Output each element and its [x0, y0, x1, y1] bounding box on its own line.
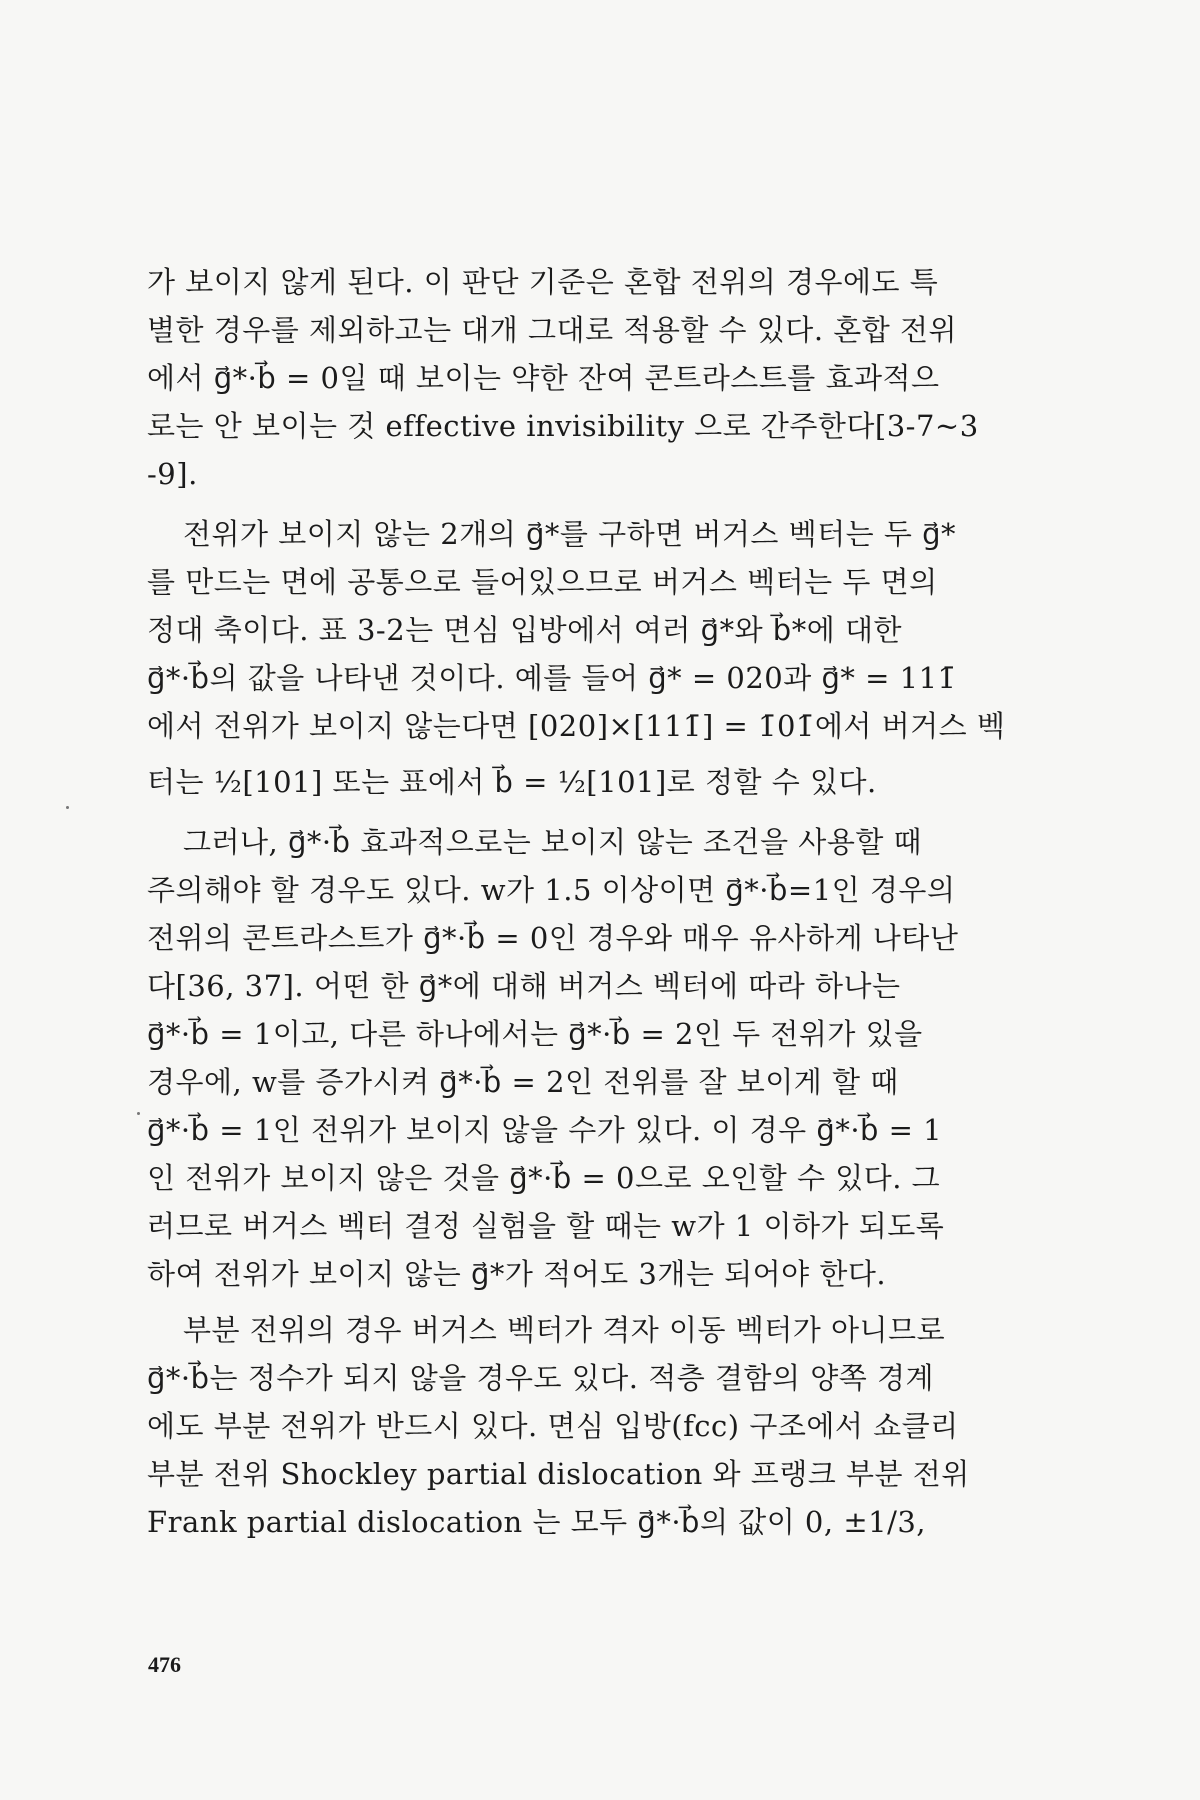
paragraph-start: 전위가 보이지 않는 2개의 g⃗*를 구하면 버거스 벡터는 두 g⃗*: [183, 517, 957, 551]
text-line: 별한 경우를 제외하고는 대개 그대로 적용할 수 있다. 혼합 전위: [147, 313, 958, 347]
paragraph-start: 그러나, g⃗*·b⃗ 효과적으로는 보이지 않는 조건을 사용할 때: [183, 825, 923, 859]
text-line: 인 전위가 보이지 않은 것을 g⃗*·b⃗ = 0으로 오인할 수 있다. 그: [147, 1161, 941, 1195]
text-line: 부분 전위 Shockley partial dislocation 와 프랭크 부분 전위: [147, 1457, 970, 1491]
scan-speck: [137, 1112, 140, 1115]
text-line: g⃗*·b⃗ = 1인 전위가 보이지 않을 수가 있다. 이 경우 g⃗*·b⃗ = 1: [147, 1113, 943, 1147]
text-line: 전위의 콘트라스트가 g⃗*·b⃗ = 0인 경우와 매우 유사하게 나타난: [147, 921, 959, 955]
text-line: 터는 ½[101] 또는 표에서 b⃗ = ½[101]로 정할 수 있다.: [147, 765, 877, 799]
text-line: g⃗*·b⃗는 정수가 되지 않을 경우도 있다. 적층 결함의 양쪽 경계: [147, 1361, 935, 1395]
text-line: g⃗*·b⃗의 값을 나타낸 것이다. 예를 들어 g⃗* = 020과 g⃗* = 111̄: [147, 661, 957, 695]
text-line: 러므로 버거스 벡터 결정 실험을 할 때는 w가 1 이하가 되도록: [147, 1209, 945, 1243]
text-line: 에서 g⃗*·b⃗ = 0일 때 보이는 약한 잔여 콘트라스트를 효과적으: [147, 361, 940, 395]
text-line: 다[36, 37]. 어떤 한 g⃗*에 대해 버거스 벡터에 따라 하나는: [147, 969, 901, 1003]
text-line: 정대 축이다. 표 3-2는 면심 입방에서 여러 g⃗*와 b⃗*에 대한: [147, 613, 902, 647]
text-line: 주의해야 할 경우도 있다. w가 1.5 이상이면 g⃗*·b⃗=1인 경우의: [147, 873, 956, 907]
paragraph-start: 부분 전위의 경우 버거스 벡터가 격자 이동 벡터가 아니므로: [183, 1313, 946, 1347]
text-line: -9].: [147, 457, 198, 491]
text-line: 에서 전위가 보이지 않는다면 [020]×[111̄] = 1̄01̄에서 버거스 벡: [147, 709, 1006, 743]
text-line: Frank partial dislocation 는 모두 g⃗*·b⃗의 값이 0, ±1/3,: [147, 1505, 927, 1539]
text-line: 로는 안 보이는 것 effective invisibility 으로 간주한다[3-7~3: [147, 409, 979, 443]
page-number: 476: [148, 1652, 181, 1677]
text-line: 를 만드는 면에 공통으로 들어있으므로 버거스 벡터는 두 면의: [147, 565, 938, 599]
text-line: 경우에, w를 증가시켜 g⃗*·b⃗ = 2인 전위를 잘 보이게 할 때: [147, 1065, 899, 1099]
text-line: g⃗*·b⃗ = 1이고, 다른 하나에서는 g⃗*·b⃗ = 2인 두 전위가 있을: [147, 1017, 923, 1051]
text-line: 가 보이지 않게 된다. 이 판단 기준은 혼합 전위의 경우에도 특: [147, 265, 939, 299]
scan-speck: [66, 806, 69, 809]
text-line: 하여 전위가 보이지 않는 g⃗*가 적어도 3개는 되어야 한다.: [147, 1257, 887, 1291]
text-line: 에도 부분 전위가 반드시 있다. 면심 입방(fcc) 구조에서 쇼클리: [147, 1409, 959, 1443]
